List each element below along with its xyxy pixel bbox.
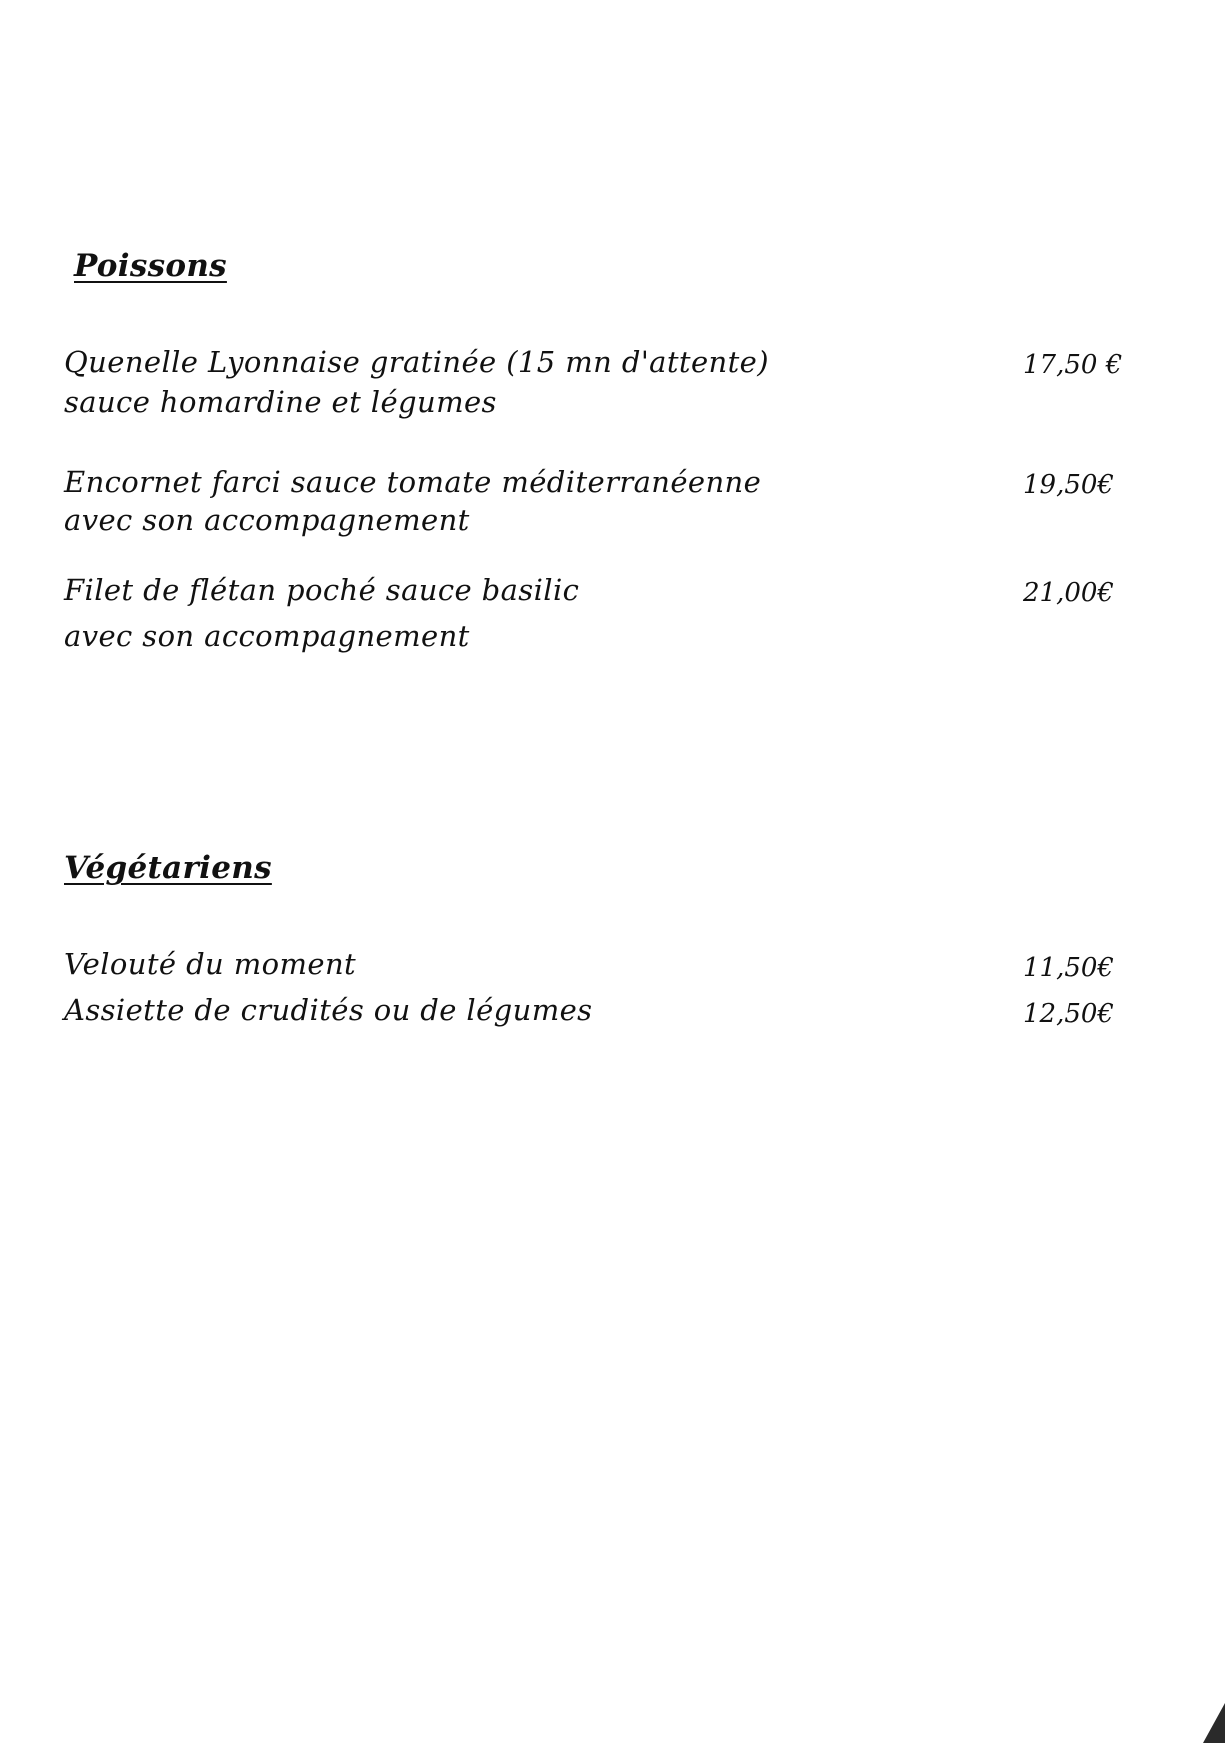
menu-item-name: Quenelle Lyonnaise gratinée (15 mn d'attente) <box>64 345 769 379</box>
menu-item-name: Velouté du moment <box>64 947 357 981</box>
page-corner-shadow <box>1203 1703 1225 1743</box>
menu-item-name: Encornet farci sauce tomate méditerranéenne <box>64 465 762 499</box>
section-title-poissons: Poissons <box>74 248 227 284</box>
section-title-vegetariens: Végétariens <box>64 850 272 886</box>
menu-item-name: Assiette de crudités ou de légumes <box>64 993 593 1027</box>
menu-item-description: avec son accompagnement <box>64 619 470 653</box>
menu-item-price: 17,50 € <box>1023 350 1123 380</box>
menu-item-name: Filet de flétan poché sauce basilic <box>64 573 580 607</box>
menu-item-description: avec son accompagnement <box>64 503 470 537</box>
menu-item-description: sauce homardine et légumes <box>64 385 497 419</box>
menu-item-price: 12,50€ <box>1023 999 1114 1029</box>
menu-item-price: 21,00€ <box>1023 578 1114 608</box>
menu-item-price: 19,50€ <box>1023 470 1114 500</box>
menu-item-price: 11,50€ <box>1023 953 1114 983</box>
